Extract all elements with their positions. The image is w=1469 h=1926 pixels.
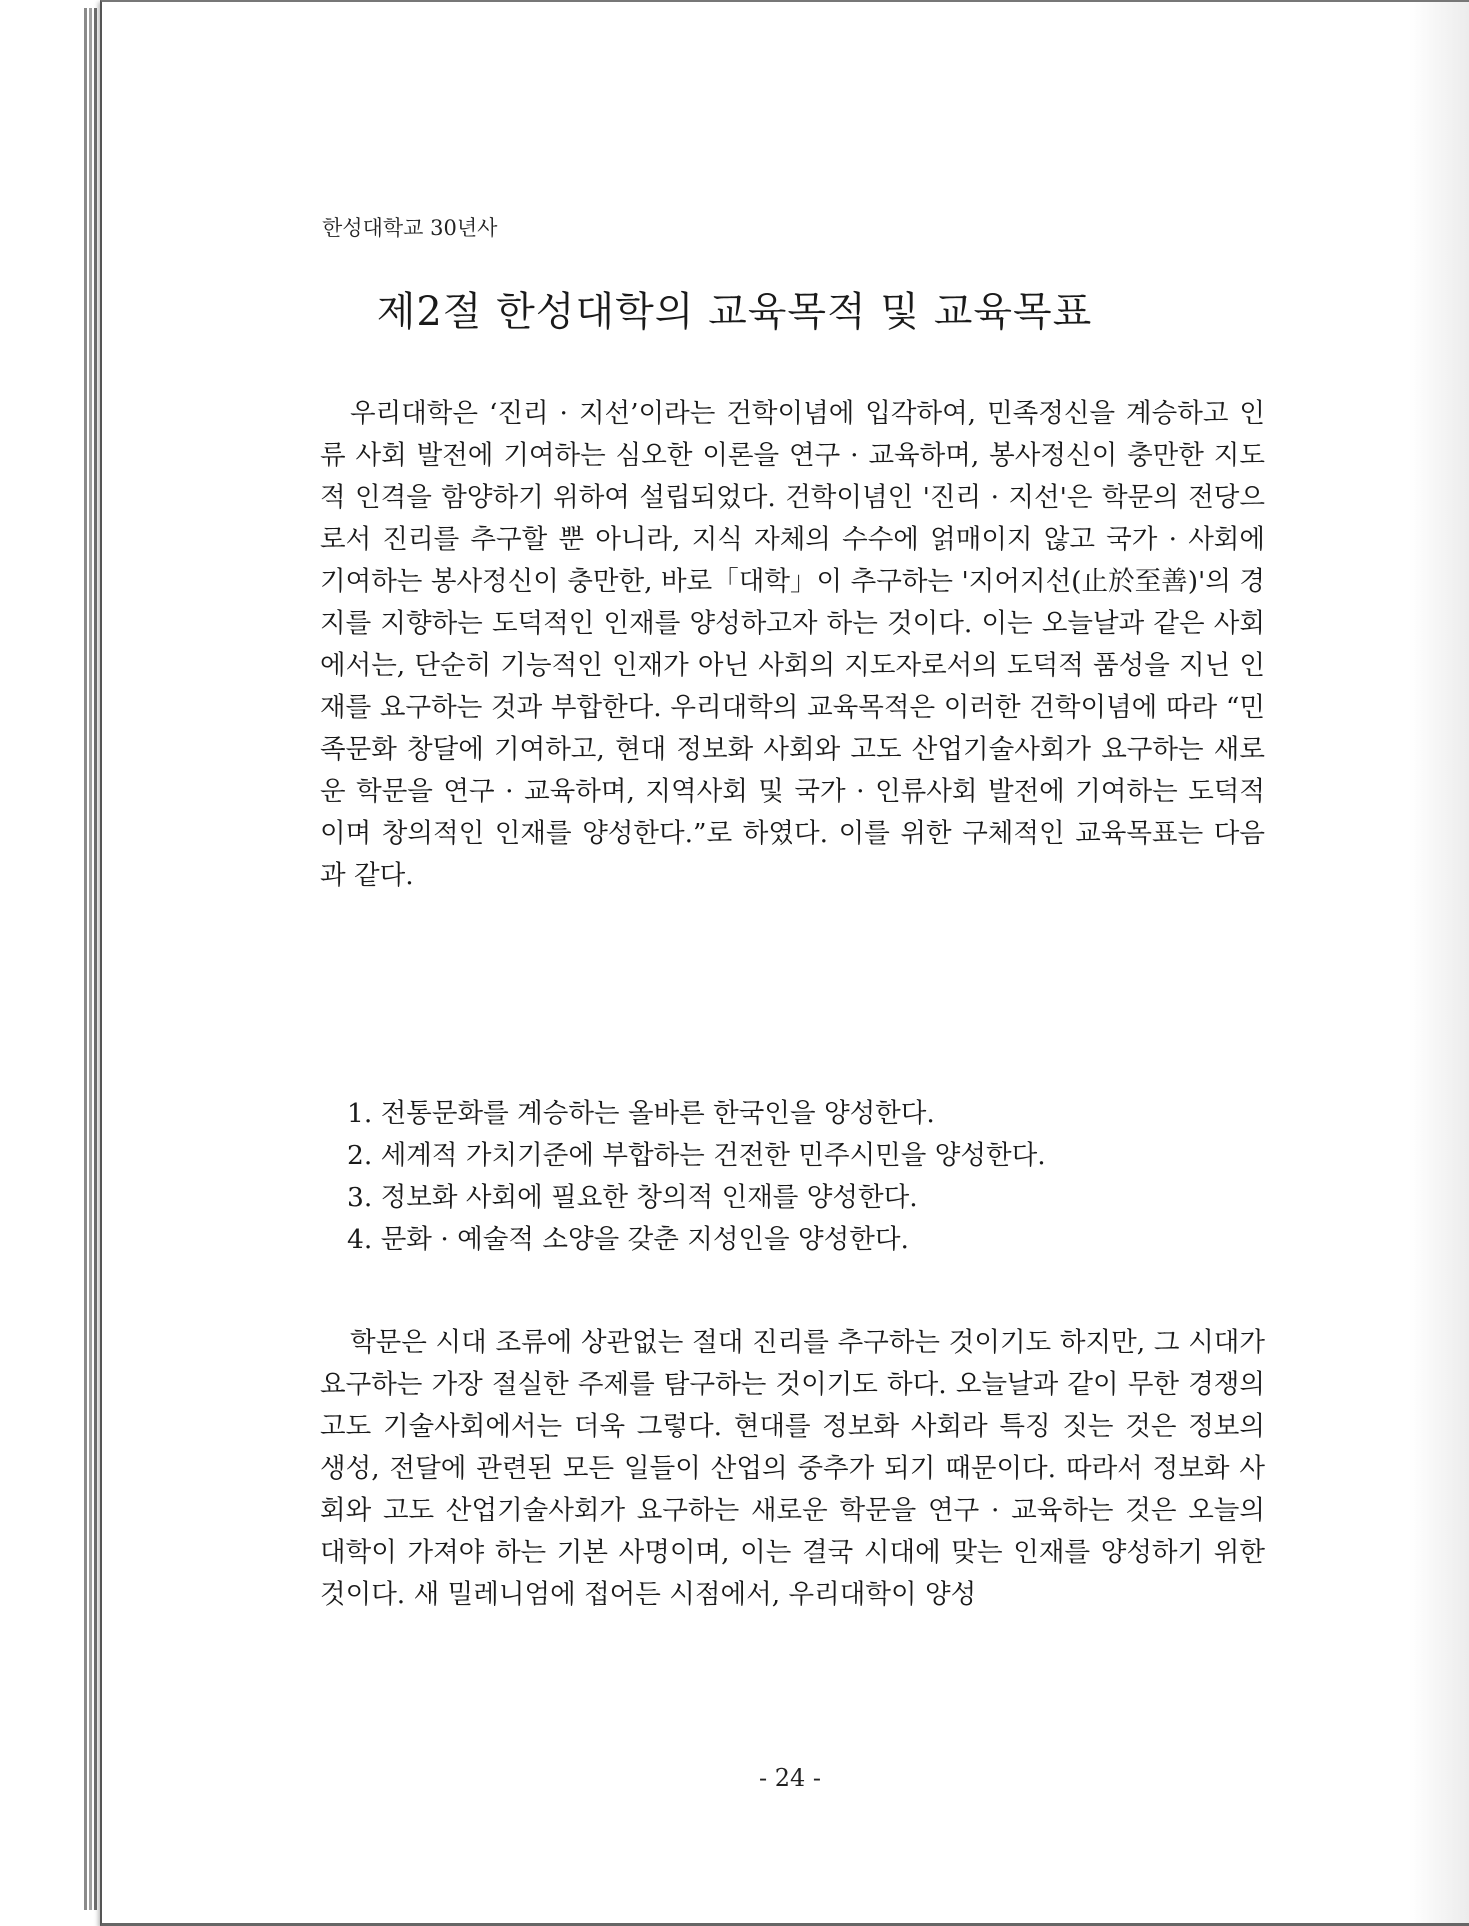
section-title: 제2절 한성대학의 교육목적 및 교육목표 (376, 289, 1093, 335)
goal-item: 4. 문화 · 예술적 소양을 갖춘 지성인을 양성한다. (347, 1224, 909, 1255)
page-number: - 24 - (758, 1764, 821, 1792)
body-text-second (320, 1322, 1265, 1616)
paragraph: 우리대학은 ‘진리 · 지선’이라는 건학이념에 입각하여, 민족정신을 계승하고 인류 사회 발전에 기여하는 심오한 이론을 연구 · 교육하며, 봉사정신이 충만한 지도적 인격을 함양하기 위하여 설립되었다. 건학이념인 '진리 · 지선'은 학문의 전당으로서 진리를 추구할 뿐 아니라, 지식 자체의 수수에 얽매이지 않고 국가 · 사회에 기여하는 봉사정신이 충만한, 바로「대학」이 추구하는 '지어지선(止於至善)'의 경지를 지향하는 도덕적인 인재를 양성하고자 하는 것이다. 이는 오늘날과 같은 사회에서는, 단순히 기능적인 인재가 아닌 사회의 지도자로서의 도덕적 품성을 지닌 인재를 요구하는 것과 부합한다. 우리대학의 교육목적은 이러한 건학이념에 따라 “민족문화 창달에 기여하고, 현대 정보화 사회와 고도 산업기술사회가 요구하는 새로운 학문을 연구 · 교육하며, 지역사회 및 국가 · 인류사회 발전에 기여하는 도덕적이며 창의적인 인재를 양성한다.”로 하였다. 이를 위한 구체적인 교육목표는 다음과 같다. (320, 398, 1265, 891)
paragraph: 학문은 시대 조류에 상관없는 절대 진리를 추구하는 것이기도 하지만, 그 시대가 요구하는 가장 절실한 주제를 탐구하는 것이기도 하다. 오늘날과 같이 무한 경쟁의 고도 기술사회에서는 더욱 그렇다. 현대를 정보화 사회라 특징 짓는 것은 정보의 생성, 전달에 관련된 모든 일들이 산업의 중추가 되기 때문이다. 따라서 정보화 사회와 고도 산업기술사회가 요구하는 새로운 학문을 연구 · 교육하는 것은 오늘의 대학이 가져야 하는 기본 사명이며, 이는 결국 시대에 맞는 인재를 양성하기 위한 것이다. 새 밀레니엄에 접어든 시점에서, 우리대학이 양성 (320, 1327, 1265, 1610)
running-header: 한성대학교 30년사 (322, 216, 498, 240)
education-goals-list (347, 1093, 1247, 1261)
body-text-first (320, 393, 1265, 897)
goal-item: 1. 전통문화를 계승하는 올바른 한국인을 양성한다. (347, 1098, 935, 1129)
goal-item: 2. 세계적 가치기준에 부합하는 건전한 민주시민을 양성한다. (347, 1140, 1046, 1171)
goal-item: 3. 정보화 사회에 필요한 창의적 인재를 양성한다. (347, 1182, 918, 1213)
